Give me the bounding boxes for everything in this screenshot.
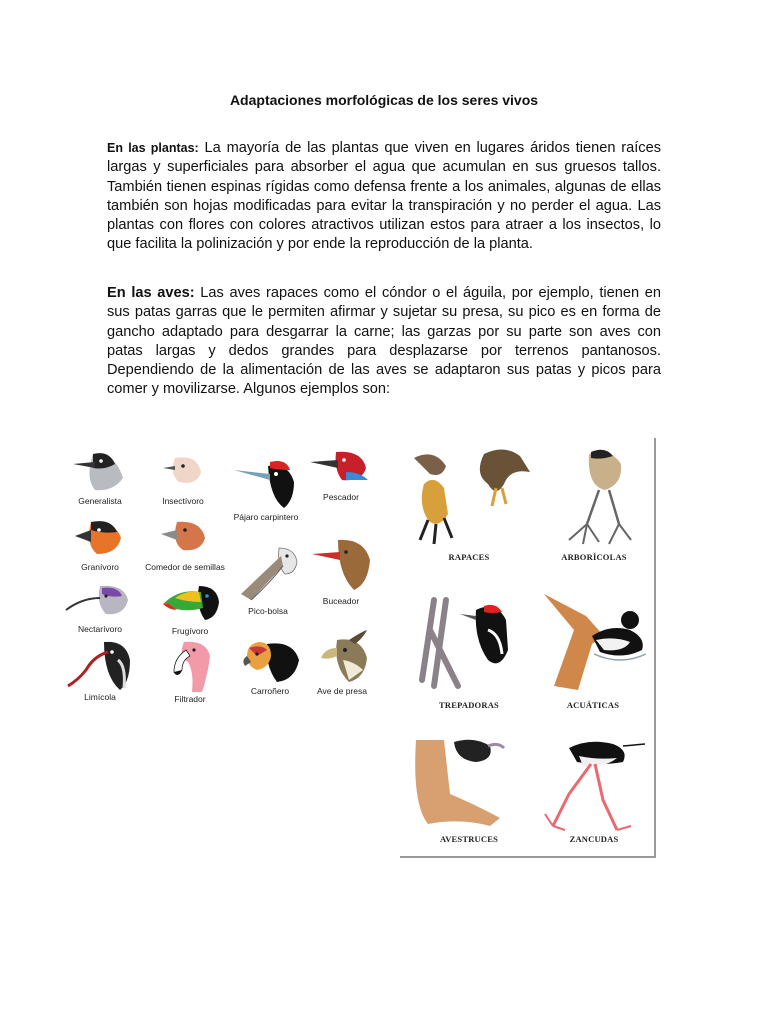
beak-buceador	[304, 534, 378, 606]
beak-carronero	[234, 636, 306, 696]
beak-label: Granívoro	[81, 562, 119, 572]
feet-label: AVESTRUCES	[439, 834, 499, 844]
beak-label: Generalista	[78, 496, 122, 506]
beak-pescador	[304, 446, 378, 502]
beak-granivoro	[60, 516, 140, 572]
plants-text: La mayoría de las plantas que viven en lugares áridos tienen raíces largas y superficiales para absorber el agua que acumulan en sus gruesos tallos. También tienen espinas rígidas como defensa frente a los animales, algunas de ellas también son hojas modificadas para evitar la transpiración y no perder el agua. Las plantas con flores con colores atractivos utilizan estos para atraer a los insectos, lo que facilita la polinización y por ende la reproducción de la planta.	[107, 140, 661, 253]
kingfisher-icon	[306, 446, 376, 492]
beak-label: Pájaro carpintero	[233, 512, 299, 522]
vulture-icon	[237, 636, 303, 686]
feet-types-figure	[400, 438, 656, 858]
feet-zancudas	[534, 734, 654, 844]
beak-nectarivoro	[60, 580, 140, 634]
duck-webbed-feet-icon	[534, 590, 652, 700]
ibis-icon	[64, 636, 136, 692]
beak-generalista	[60, 448, 140, 506]
woodpecker-icon	[228, 456, 304, 512]
bird-of-prey-icon	[309, 630, 375, 686]
climbing-woodpecker-icon	[404, 590, 534, 700]
stilt-bird-icon	[539, 734, 649, 834]
feet-label: ACUÁTICAS	[566, 700, 620, 710]
beak-label: Pico-bolsa	[248, 606, 288, 616]
beak-label: Pescador	[323, 492, 359, 502]
diving-bird-icon	[306, 534, 376, 596]
beak-limicola	[60, 636, 140, 702]
birds-paragraph	[107, 284, 661, 400]
plants-paragraph	[107, 139, 661, 255]
feet-label: TREPADORAS	[439, 700, 499, 710]
toucan-icon	[155, 580, 225, 626]
beak-label: Filtrador	[174, 694, 206, 704]
feet-rapaces	[404, 444, 534, 562]
beak-comedor-semillas	[140, 516, 230, 572]
beak-label: Limícola	[84, 692, 116, 702]
raptor-talons-icon	[404, 444, 534, 552]
insectivore-bird-icon	[153, 448, 213, 496]
beak-label: Ave de presa	[317, 686, 367, 696]
feet-label: RAPACES	[448, 552, 490, 562]
beak-label: Insectívoro	[162, 496, 204, 506]
beak-pico-bolsa	[230, 544, 306, 616]
feet-trepadoras	[404, 590, 534, 710]
page-title: Adaptaciones morfológicas de los seres vivos	[229, 92, 539, 108]
feet-label: ARBORÍCOLAS	[561, 552, 627, 562]
beak-carpintero	[226, 456, 306, 522]
flamingo-icon	[160, 638, 220, 694]
beak-ave-presa	[306, 630, 378, 696]
ostrich-feet-icon	[404, 734, 534, 834]
feet-acuaticas	[532, 590, 654, 710]
plants-label: En las plantas:	[107, 141, 199, 155]
beak-label: Comedor de semillas	[145, 562, 225, 572]
perching-bird-icon	[539, 444, 649, 552]
seed-eater-icon	[155, 516, 215, 562]
beak-label: Nectarívoro	[78, 624, 122, 634]
beak-types-figure	[60, 440, 378, 710]
birds-label: En las aves:	[107, 285, 195, 301]
beak-insectivoro	[148, 448, 218, 506]
beak-label: Buceador	[322, 596, 360, 606]
generalist-bird-icon	[65, 448, 135, 496]
granivore-bird-icon	[65, 516, 135, 562]
birds-text: Las aves rapaces como el cóndor o el águila, por ejemplo, tienen en sus patas garras que le permiten afirmar y sujetar su presa, su pico es en forma de gancho adaptado para desgarrar la carne; las garzas por su parte son aves con patas largas y dedos grandes para desplazarse por terrenos pantanosos. Dependiendo de la alimentación de las aves se adaptaron sus patas y picos para comer y movilizarse. Algunos ejemplos son:	[107, 285, 661, 398]
feet-avestruces	[404, 734, 534, 844]
feet-label: ZANCUDAS	[569, 834, 619, 844]
beak-frugivoro	[150, 580, 230, 636]
feet-arboricolas	[534, 444, 654, 562]
hummingbird-icon	[62, 580, 138, 624]
pelican-icon	[233, 544, 303, 606]
beak-filtrador	[152, 638, 228, 704]
beak-label: Frugívoro	[171, 626, 209, 636]
beak-label: Carroñero	[250, 686, 290, 696]
